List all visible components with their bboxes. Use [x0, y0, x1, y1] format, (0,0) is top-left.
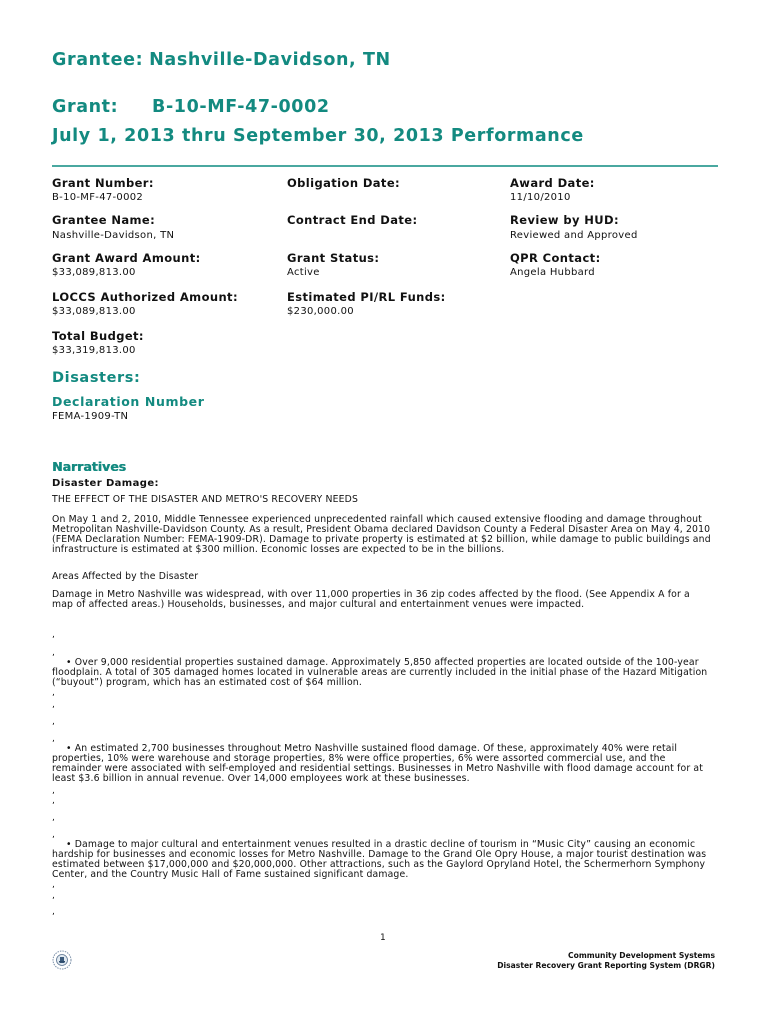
page-number: 1	[380, 933, 386, 943]
stray-comma: ,	[52, 880, 55, 890]
award-date-value: 11/10/2010	[510, 192, 571, 203]
stray-comma: ,	[52, 907, 55, 917]
qpr-contact-value: Angela Hubbard	[510, 267, 595, 278]
bullet-businesses: • An estimated 2,700 businesses throughout Metro Nashville sustained flood damage. Of these, approximately 40% were retail properties, 10% were warehouse and storage properties, 8% were office properties, 6% were assorted commercial use, and the remainder were associated with self-employed and residential settings. Businesses in Metro Nashville with flood damage account for at least $3.6 billion in annual revenue. Over 14,000 employees work at these businesses.	[52, 743, 704, 784]
estimated-pi-rl-funds-value: $230,000.00	[287, 306, 354, 317]
grant-title	[52, 97, 330, 117]
footer-line-2: Disaster Recovery Grant Reporting System (DRGR)	[497, 961, 715, 970]
qpr-contact-label: QPR Contact:	[510, 251, 601, 265]
footer-line-1: Community Development Systems	[568, 951, 715, 960]
grant-label: Grant:	[52, 97, 119, 117]
grant-status-value: Active	[287, 267, 320, 278]
header-divider	[52, 165, 718, 167]
obligation-date-label: Obligation Date:	[287, 176, 401, 190]
grantee-label: Grantee:	[52, 50, 144, 70]
review-by-hud-value: Reviewed and Approved	[510, 230, 638, 241]
period-title: July 1, 2013 thru September 30, 2013 Performance	[52, 126, 584, 146]
stray-comma: ,	[52, 786, 55, 796]
total-budget-label: Total Budget:	[52, 329, 144, 343]
declaration-number-heading: Declaration Number	[52, 394, 205, 409]
disasters-heading: Disasters:	[52, 370, 141, 386]
grantee-value: Nashville-Davidson, TN	[149, 50, 391, 70]
narratives-heading: Narratives	[52, 459, 126, 474]
grant-status-label: Grant Status:	[287, 251, 380, 265]
review-by-hud-label: Review by HUD:	[510, 213, 619, 227]
loccs-authorized-amount-value: $33,089,813.00	[52, 306, 136, 317]
bullet-residential: • Over 9,000 residential properties sustained damage. Approximately 5,850 affected properties are located outside of the 100-year floodplain. A total of 305 damaged homes located in vulnerable areas are currently included in the initial phase of the Hazard Mitigation (“buyout”) program, which has an estimated cost of $64 million.	[52, 657, 708, 688]
loccs-authorized-amount-label: LOCCS Authorized Amount:	[52, 290, 238, 304]
stray-comma: ,	[52, 688, 55, 698]
areas-affected-heading: Areas Affected by the Disaster	[52, 571, 199, 582]
stray-comma: ,	[52, 717, 55, 727]
grantee-name-value: Nashville-Davidson, TN	[52, 230, 175, 241]
declaration-number-value: FEMA-1909-TN	[52, 411, 129, 422]
grantee-name-label: Grantee Name:	[52, 213, 156, 227]
grant-number-label: Grant Number:	[52, 176, 154, 190]
stray-comma: ,	[52, 891, 55, 901]
narrative-paragraph-1: On May 1 and 2, 2010, Middle Tennessee experienced unprecedented rainfall which caused extensive flooding and damage throughout Metropolitan Nashville-Davidson County. As a result, President Obama declared Davidson County a Federal Disaster Area on May 4, 2010 (FEMA Declaration Number: FEMA-1909-DR). Damage to private property is estimated at $2 billion, while damage to public buildings and infrastructure is estimated at $300 million. Economic losses are expected to be in the billions.	[52, 514, 711, 555]
effect-heading: THE EFFECT OF THE DISASTER AND METRO'S RECOVERY NEEDS	[52, 494, 359, 505]
stray-comma: ,	[52, 813, 55, 823]
bullet-cultural-venues: • Damage to major cultural and entertainment venues resulted in a drastic decline of tourism in “Music City” causing an economic hardship for businesses and economic losses for Metro Nashville. Damage to the Grand Ole Opry House, a major tourist destination was estimated between $17,000,000 and $20,000,000. Other attractions, such as the Gaylord Opryland Hotel, the Schermerhorn Symphony Center, and the Country Music Hall of Fame sustained significant damage.	[52, 839, 707, 880]
disaster-damage-label: Disaster Damage:	[52, 478, 159, 489]
stray-comma: ,	[52, 700, 55, 710]
grant-award-amount-label: Grant Award Amount:	[52, 251, 201, 265]
estimated-pi-rl-funds-label: Estimated PI/RL Funds:	[287, 290, 446, 304]
award-date-label: Award Date:	[510, 176, 595, 190]
hud-seal-icon	[52, 950, 72, 970]
stray-comma: ,	[52, 648, 55, 658]
grant-award-amount-value: $33,089,813.00	[52, 267, 136, 278]
stray-comma: ,	[52, 796, 55, 806]
stray-comma: ,	[52, 734, 55, 744]
contract-end-date-label: Contract End Date:	[287, 213, 418, 227]
grantee-title	[52, 50, 391, 70]
grant-number-value: B-10-MF-47-0002	[52, 192, 144, 203]
stray-comma: ,	[52, 630, 55, 640]
stray-comma: ,	[52, 830, 55, 840]
narrative-paragraph-2: Damage in Metro Nashville was widespread, with over 11,000 properties in 36 zip codes affected by the flood. (See Appendix A for a map of affected areas.) Households, businesses, and major cultural and entertainment venues were impacted.	[52, 589, 690, 610]
grant-value: B-10-MF-47-0002	[152, 97, 330, 117]
total-budget-value: $33,319,813.00	[52, 345, 136, 356]
